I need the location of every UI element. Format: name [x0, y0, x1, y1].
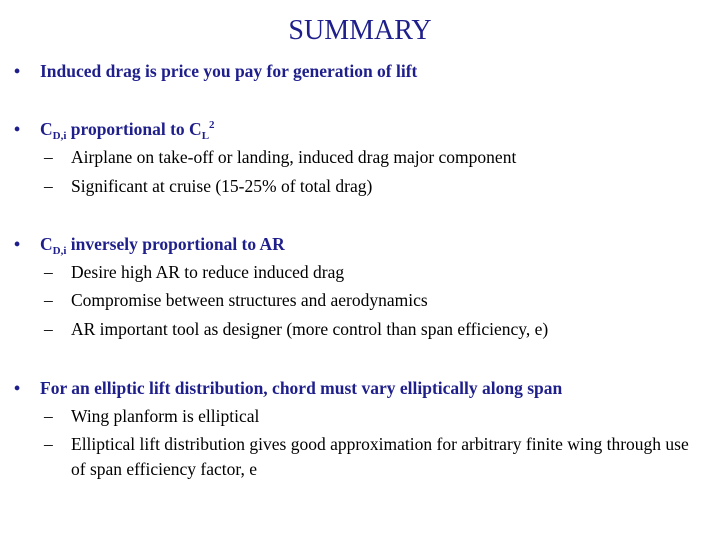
sub-bullet — [44, 404, 696, 429]
sub-bullet-text: Wing planform is elliptical — [71, 406, 260, 426]
cdi-symbol: C — [40, 234, 53, 254]
sub-bullet-text: Significant at cruise (15-25% of total drag) — [71, 176, 373, 196]
dash-marker: – — [44, 319, 53, 339]
bullet-marker: • — [14, 119, 21, 139]
bullet-text — [40, 116, 694, 142]
sub-bullet-text: Airplane on take-off or landing, induced drag major component — [71, 147, 517, 167]
bullet-elliptic-lift — [14, 375, 694, 401]
dash-marker: – — [44, 406, 53, 426]
bullet-text-rest: inversely proportional to AR — [66, 234, 285, 254]
sub-bullet — [44, 288, 696, 313]
slide-title: SUMMARY — [288, 15, 432, 46]
cdi-symbol: C — [40, 119, 53, 139]
bullet-text — [40, 231, 694, 257]
sub-bullet — [44, 260, 696, 285]
dash-marker: – — [44, 147, 53, 167]
sub-bullet — [44, 145, 696, 170]
cl-superscript: 2 — [209, 119, 215, 131]
dash-marker: – — [44, 262, 53, 282]
sub-bullet-text: AR important tool as designer (more control than span efficiency, e) — [71, 319, 549, 339]
bullet-induced-drag — [14, 58, 694, 84]
bullet-cdi-proportional-cl2 — [14, 116, 694, 142]
dash-marker: – — [44, 176, 53, 196]
dash-marker: – — [44, 434, 53, 454]
bullet-text: Induced drag is price you pay for generation of lift — [40, 61, 418, 81]
sub-bullet — [44, 317, 696, 342]
bullet-marker: • — [14, 234, 21, 254]
cdi-subscript: D,i — [52, 130, 67, 142]
dash-marker: – — [44, 290, 53, 310]
cdi-subscript: D,i — [52, 245, 67, 257]
sub-bullet-text: Compromise between structures and aerodynamics — [71, 290, 428, 310]
bullet-marker: • — [14, 61, 21, 81]
sub-bullet-text: Elliptical lift distribution gives good approximation for arbitrary finite wing through use of span efficiency factor, e — [71, 434, 689, 479]
sub-bullet-text: Desire high AR to reduce induced drag — [71, 262, 345, 282]
sub-bullet — [44, 174, 696, 199]
bullet-marker: • — [14, 378, 21, 398]
bullet-text-mid: proportional to C — [66, 119, 202, 139]
bullet-text: For an elliptic lift distribution, chord must vary elliptically along span — [40, 378, 563, 398]
sub-bullet — [44, 432, 696, 482]
cl-subscript: L — [201, 130, 210, 142]
bullet-cdi-inverse-ar — [14, 231, 694, 257]
